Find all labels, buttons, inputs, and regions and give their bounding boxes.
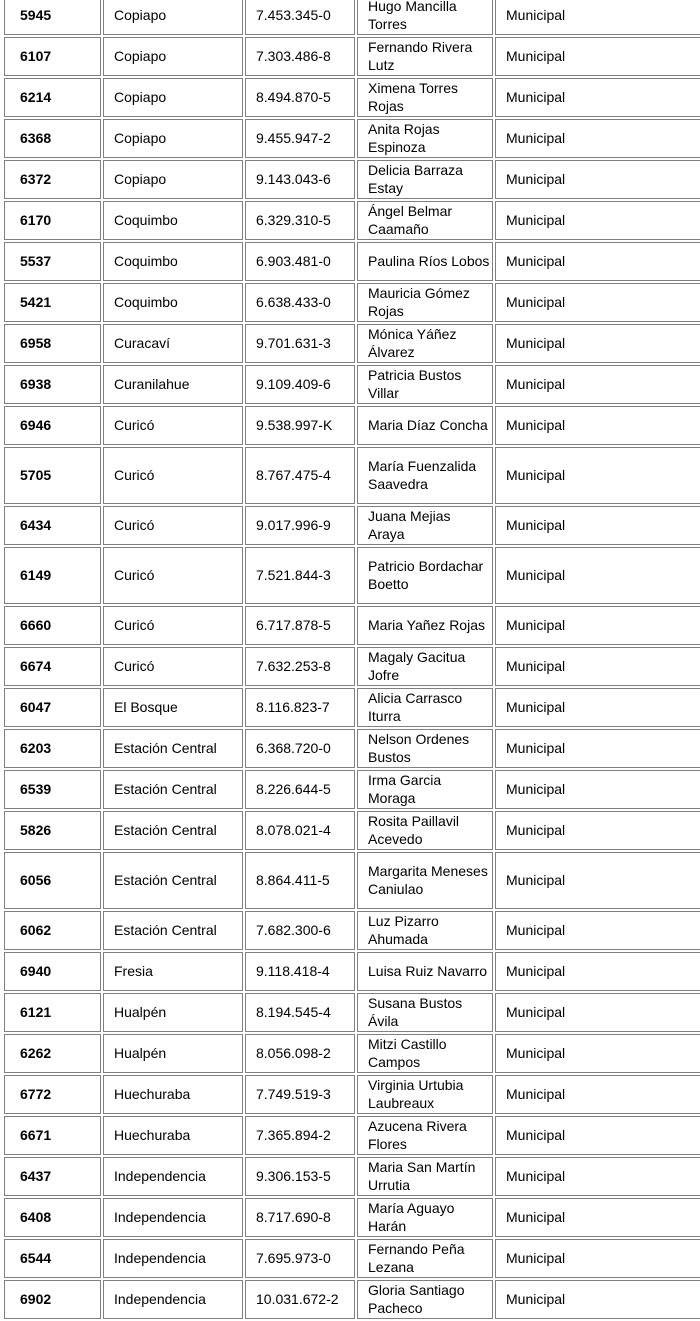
row-name: Gloria Santiago Pacheco: [357, 1280, 493, 1319]
row-dependency: Municipal: [495, 324, 700, 363]
row-id: 5945: [4, 0, 101, 35]
row-rut: 6.329.310-5: [245, 201, 355, 240]
row-id: 6674: [4, 647, 101, 686]
row-commune: Hualpén: [103, 1034, 243, 1073]
row-dependency: Municipal: [495, 242, 700, 281]
row-commune: Copiapo: [103, 78, 243, 117]
row-rut: 8.056.098-2: [245, 1034, 355, 1073]
row-commune: Curacaví: [103, 324, 243, 363]
row-dependency: Municipal: [495, 911, 700, 950]
row-dependency: Municipal: [495, 770, 700, 809]
table-row: [4, 852, 700, 909]
row-id: 6149: [4, 547, 101, 604]
row-id: 6660: [4, 606, 101, 645]
row-rut: 7.695.973-0: [245, 1239, 355, 1278]
row-dependency: Municipal: [495, 1157, 700, 1196]
row-dependency: Municipal: [495, 1075, 700, 1114]
row-rut: 6.717.878-5: [245, 606, 355, 645]
row-rut: 7.303.486-8: [245, 37, 355, 76]
row-commune: Copiapo: [103, 119, 243, 158]
row-dependency: Municipal: [495, 1239, 700, 1278]
row-commune: Estación Central: [103, 852, 243, 909]
row-rut: 8.494.870-5: [245, 78, 355, 117]
row-id: 6408: [4, 1198, 101, 1237]
row-name: Mauricia Gómez Rojas: [357, 283, 493, 322]
row-name: Ángel Belmar Caamaño: [357, 201, 493, 240]
row-name: Anita Rojas Espinoza: [357, 119, 493, 158]
row-name: Maria Yañez Rojas: [357, 606, 493, 645]
row-rut: 8.116.823-7: [245, 688, 355, 727]
row-id: 6262: [4, 1034, 101, 1073]
row-dependency: Municipal: [495, 1034, 700, 1073]
row-rut: 8.226.644-5: [245, 770, 355, 809]
row-name: Ximena Torres Rojas: [357, 78, 493, 117]
row-commune: Coquimbo: [103, 242, 243, 281]
row-commune: Independencia: [103, 1239, 243, 1278]
row-commune: Curicó: [103, 447, 243, 504]
table-row: [4, 1198, 700, 1237]
row-rut: 7.365.894-2: [245, 1116, 355, 1155]
table-row: [4, 770, 700, 809]
row-commune: Huechuraba: [103, 1116, 243, 1155]
row-dependency: Municipal: [495, 1116, 700, 1155]
table-row: [4, 242, 700, 281]
row-name: Margarita Meneses Caniulao: [357, 852, 493, 909]
row-dependency: Municipal: [495, 0, 700, 35]
row-rut: 8.717.690-8: [245, 1198, 355, 1237]
row-dependency: Municipal: [495, 952, 700, 991]
row-rut: 9.109.409-6: [245, 365, 355, 404]
row-id: 6368: [4, 119, 101, 158]
row-dependency: Municipal: [495, 406, 700, 445]
row-name: Nelson Ordenes Bustos: [357, 729, 493, 768]
row-rut: 9.538.997-K: [245, 406, 355, 445]
table-row: [4, 647, 700, 686]
row-commune: Copiapo: [103, 160, 243, 199]
row-dependency: Municipal: [495, 1198, 700, 1237]
row-commune: Curicó: [103, 547, 243, 604]
roster-body: [4, 0, 700, 1319]
row-rut: 6.903.481-0: [245, 242, 355, 281]
row-dependency: Municipal: [495, 506, 700, 545]
row-name: Mónica Yáñez Álvarez: [357, 324, 493, 363]
row-commune: Curicó: [103, 406, 243, 445]
row-dependency: Municipal: [495, 811, 700, 850]
row-dependency: Municipal: [495, 365, 700, 404]
row-name: Luz Pizarro Ahumada: [357, 911, 493, 950]
row-dependency: Municipal: [495, 647, 700, 686]
row-name: María Fuenzalida Saavedra: [357, 447, 493, 504]
row-rut: 7.632.253-8: [245, 647, 355, 686]
row-dependency: Municipal: [495, 201, 700, 240]
row-commune: Independencia: [103, 1198, 243, 1237]
row-id: 6902: [4, 1280, 101, 1319]
row-commune: Estación Central: [103, 911, 243, 950]
table-row: [4, 78, 700, 117]
table-row: [4, 1280, 700, 1319]
row-id: 6214: [4, 78, 101, 117]
row-commune: Copiapo: [103, 0, 243, 35]
table-row: [4, 911, 700, 950]
table-row: [4, 406, 700, 445]
row-rut: 8.864.411-5: [245, 852, 355, 909]
row-id: 6372: [4, 160, 101, 199]
row-commune: Independencia: [103, 1280, 243, 1319]
table-row: [4, 0, 700, 35]
row-commune: Estación Central: [103, 729, 243, 768]
row-dependency: Municipal: [495, 1280, 700, 1319]
row-id: 6056: [4, 852, 101, 909]
row-name: Magaly Gacitua Jofre: [357, 647, 493, 686]
row-id: 6203: [4, 729, 101, 768]
row-commune: Coquimbo: [103, 201, 243, 240]
table-row: [4, 160, 700, 199]
table-row: [4, 506, 700, 545]
table-row: [4, 1239, 700, 1278]
row-dependency: Municipal: [495, 119, 700, 158]
row-dependency: Municipal: [495, 729, 700, 768]
row-commune: Fresia: [103, 952, 243, 991]
table-row: [4, 606, 700, 645]
table-row: [4, 1075, 700, 1114]
row-id: 6940: [4, 952, 101, 991]
row-rut: 6.638.433-0: [245, 283, 355, 322]
row-id: 6121: [4, 993, 101, 1032]
row-commune: Curicó: [103, 647, 243, 686]
row-id: 6544: [4, 1239, 101, 1278]
table-row: [4, 365, 700, 404]
table-row: [4, 324, 700, 363]
row-dependency: Municipal: [495, 160, 700, 199]
table-row: [4, 37, 700, 76]
table-row: [4, 1157, 700, 1196]
row-commune: Coquimbo: [103, 283, 243, 322]
row-rut: 6.368.720-0: [245, 729, 355, 768]
row-id: 6062: [4, 911, 101, 950]
table-row: [4, 688, 700, 727]
row-dependency: Municipal: [495, 37, 700, 76]
row-commune: Independencia: [103, 1157, 243, 1196]
row-id: 6437: [4, 1157, 101, 1196]
row-commune: Huechuraba: [103, 1075, 243, 1114]
row-id: 6958: [4, 324, 101, 363]
row-rut: 7.682.300-6: [245, 911, 355, 950]
row-rut: 7.453.345-0: [245, 0, 355, 35]
row-id: 6170: [4, 201, 101, 240]
row-id: 6946: [4, 406, 101, 445]
row-name: Irma Garcia Moraga: [357, 770, 493, 809]
row-id: 5705: [4, 447, 101, 504]
row-id: 6434: [4, 506, 101, 545]
row-rut: 8.767.475-4: [245, 447, 355, 504]
row-id: 5537: [4, 242, 101, 281]
row-id: 6047: [4, 688, 101, 727]
row-name: Juana Mejias Araya: [357, 506, 493, 545]
row-name: María Aguayo Harán: [357, 1198, 493, 1237]
row-name: Rosita Paillavil Acevedo: [357, 811, 493, 850]
row-id: 5826: [4, 811, 101, 850]
row-name: Maria San Martín Urrutia: [357, 1157, 493, 1196]
row-commune: Estación Central: [103, 811, 243, 850]
row-dependency: Municipal: [495, 688, 700, 727]
row-id: 6772: [4, 1075, 101, 1114]
row-rut: 9.017.996-9: [245, 506, 355, 545]
teacher-roster-table: [2, 0, 700, 1321]
row-rut: 9.455.947-2: [245, 119, 355, 158]
row-rut: 7.521.844-3: [245, 547, 355, 604]
row-dependency: Municipal: [495, 78, 700, 117]
row-dependency: Municipal: [495, 606, 700, 645]
table-row: [4, 1034, 700, 1073]
row-name: Alicia Carrasco Iturra: [357, 688, 493, 727]
row-commune: Curicó: [103, 506, 243, 545]
row-name: Maria Díaz Concha: [357, 406, 493, 445]
row-id: 6107: [4, 37, 101, 76]
row-rut: 9.701.631-3: [245, 324, 355, 363]
row-rut: 9.306.153-5: [245, 1157, 355, 1196]
row-commune: Curanilahue: [103, 365, 243, 404]
row-name: Mitzi Castillo Campos: [357, 1034, 493, 1073]
row-name: Paulina Ríos Lobos: [357, 242, 493, 281]
table-row: [4, 1116, 700, 1155]
row-rut: 8.078.021-4: [245, 811, 355, 850]
row-dependency: Municipal: [495, 993, 700, 1032]
row-name: Delicia Barraza Estay: [357, 160, 493, 199]
row-commune: Curicó: [103, 606, 243, 645]
table-row: [4, 547, 700, 604]
row-commune: Copiapo: [103, 37, 243, 76]
table-row: [4, 447, 700, 504]
table-row: [4, 952, 700, 991]
row-rut: 9.143.043-6: [245, 160, 355, 199]
row-name: Fernando Rivera Lutz: [357, 37, 493, 76]
table-row: [4, 993, 700, 1032]
row-commune: Hualpén: [103, 993, 243, 1032]
row-dependency: Municipal: [495, 283, 700, 322]
row-commune: Estación Central: [103, 770, 243, 809]
row-id: 6671: [4, 1116, 101, 1155]
row-id: 6938: [4, 365, 101, 404]
table-row: [4, 729, 700, 768]
row-name: Susana Bustos Ávila: [357, 993, 493, 1032]
row-id: 6539: [4, 770, 101, 809]
row-rut: 7.749.519-3: [245, 1075, 355, 1114]
row-name: Luisa Ruiz Navarro: [357, 952, 493, 991]
row-name: Patricio Bordachar Boetto: [357, 547, 493, 604]
row-dependency: Municipal: [495, 547, 700, 604]
row-dependency: Municipal: [495, 447, 700, 504]
row-dependency: Municipal: [495, 852, 700, 909]
row-name: Hugo Mancilla Torres: [357, 0, 493, 35]
row-id: 5421: [4, 283, 101, 322]
row-rut: 10.031.672-2: [245, 1280, 355, 1319]
table-row: [4, 119, 700, 158]
row-name: Patricia Bustos Villar: [357, 365, 493, 404]
row-commune: El Bosque: [103, 688, 243, 727]
row-name: Fernando Peña Lezana: [357, 1239, 493, 1278]
table-row: [4, 283, 700, 322]
table-row: [4, 811, 700, 850]
row-rut: 8.194.545-4: [245, 993, 355, 1032]
row-name: Virginia Urtubia Laubreaux: [357, 1075, 493, 1114]
table-row: [4, 201, 700, 240]
row-rut: 9.118.418-4: [245, 952, 355, 991]
row-name: Azucena Rivera Flores: [357, 1116, 493, 1155]
